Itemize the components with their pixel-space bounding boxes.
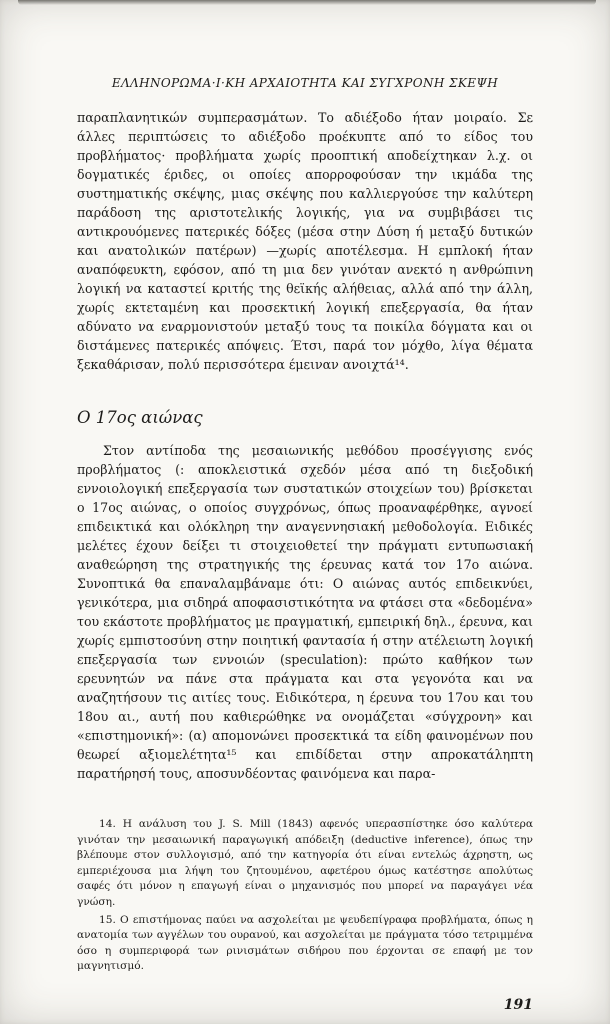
footnote-14: 14. Η ανάλυση του J. S. Mill (1843) αφενός υπερασπίστηκε όσο καλύτερα γινόταν την μεσαιωνική παραγωγική απόδειξη (deductive inference), όπως την βλέπουμε στον συλλογισμό, από την κατηγορία ότι είναι εντελώς άχρηστη, ως εμπεριέχουσα μια λήψη του ζητουμένου, αφετέρου όμως κατέστησε απολύτως σαφές ότι μόνον η επαγωγή είναι ο μηχανισμός που μπορεί να παραγάγει νέα γνώση. — [77, 818, 533, 908]
page-number: 191 — [503, 996, 533, 1013]
running-head: ΕΛΛΗΝΟΡΩΜΑ·Ι·ΚΗ ΑΡΧΑΙΟΤΗΤΑ ΚΑΙ ΣΥΓΧΡΟΝΗ ΣΚΕΨΗ — [111, 76, 499, 90]
footnote-15: 15. Ο επιστήμονας παύει να ασχολείται με ψευδεπίγραφα προβλήματα, όπως η ανατομία των αγγέλων του ουρανού, και ασχολείται με πράγματα τόσο τετριμμένα όσο η συμπεριφορά των ρινισμάτων σιδήρου που έρχονται σε επαφή με τον μαγνητισμό. — [77, 913, 533, 973]
footnotes — [77, 817, 533, 975]
body-paragraph: Στον αντίποδα της μεσαιωνικής μεθόδου προσέγγισης ενός προβλήματος (: αποκλειστικά σχεδόν μέσα από τη διεξοδική εννοιολογική επεξεργασία των συστατικών στοιχείων του) βρίσκεται ο 17ος αιώνας, ο οποίος συγχρόνως, όπως προαναφέρθηκε, αγνοεί επιδεικτικά και ολόκληρη την αναγεννησιακή μεθοδολογία. Ειδικές μελέτες έχουν δείξει τι στοιχειοθετεί την πράγματι εντυπωσιακή αναθεώρηση της στρατηγικής της έρευνας κατά τον 17ο αιώνα. Συνοπτικά θα επαναλαμβάναμε ότι: Ο αιώνας αυτός επιδεικνύει, γενικότερα, μια σιδηρά αποφασιστικότητα να φτάσει στα «δεδομένα» του εκάστοτε προβλήματος με πραγματική, εμπειρική δηλ., έρευνα, και χωρίς εμπιστοσύνη στην ποιητική φαντασία ή στην ατέλειωτη λογική επεξεργασία των εννοιών (speculation): πρώτο καθήκον των ερευνητών να πάνε στα πράγματα και στα γεγονότα και να αναζητήσουν τις αιτίες τους. Ειδικότερα, η έρευνα του 17ου και του 18ου αι., αυτή που καθιερώθηκε να ονομάζεται «σύγχρονη» και «επιστημονική»: (α) απομονώνει προσεκτικά τα είδη φαινομένων που θεωρεί αξιομελέτητα¹⁵ και επιδίδεται στην απροκατάληπτη παρατήρησή τους, αποσυνδέοντας φαινόμενα και παρα- — [77, 443, 533, 781]
section-heading: Ο 17ος αιώνας — [77, 408, 203, 427]
scan-edge-top — [18, 0, 596, 5]
body-paragraph-continuation: παραπλανητικών συμπερασμάτων. Το αδιέξοδο ήταν μοιραίο. Σε άλλες περιπτώσεις το αδιέξοδο προέκυπτε από το είδος του προβλήματος· προβλήματα χωρίς προοπτική αποδείχτηκαν λ.χ. οι δογματικές έριδες, οι οποίες απορροφούσαν την ικμάδα της συστηματικής σκέψης, μιας σκέψης που καλλιεργούσε την καλύτερη παράδοση της αριστοτελικής λογικής, για να συμβιβάσει τις αντικρουόμενες πατερικές δόξες (μέσα στην Δύση ή μεταξύ δυτικών και ανατολικών πατέρων) —χωρίς αποτέλεσμα. Η εμπλοκή ήταν αναπόφευκτη, εφόσον, από τη μια δεν γινόταν ανεκτό η ανθρώπινη λογική να καταστεί κριτής της θεϊκής αλήθειας, αλλά από την άλλη, χωρίς εκτεταμένη και προσεκτική λογική επεξεργασία, θα ήταν αδύνατο να εναρμονιστούν μεταξύ τους τα ποικίλα δόγματα και οι διστάμενες πατερικές απόψεις. Έτσι, παρά τον μόχθο, λίγα θέματα ξεκαθάρισαν, πολύ περισσότερα έμειναν ανοιχτά¹⁴. — [77, 110, 533, 372]
